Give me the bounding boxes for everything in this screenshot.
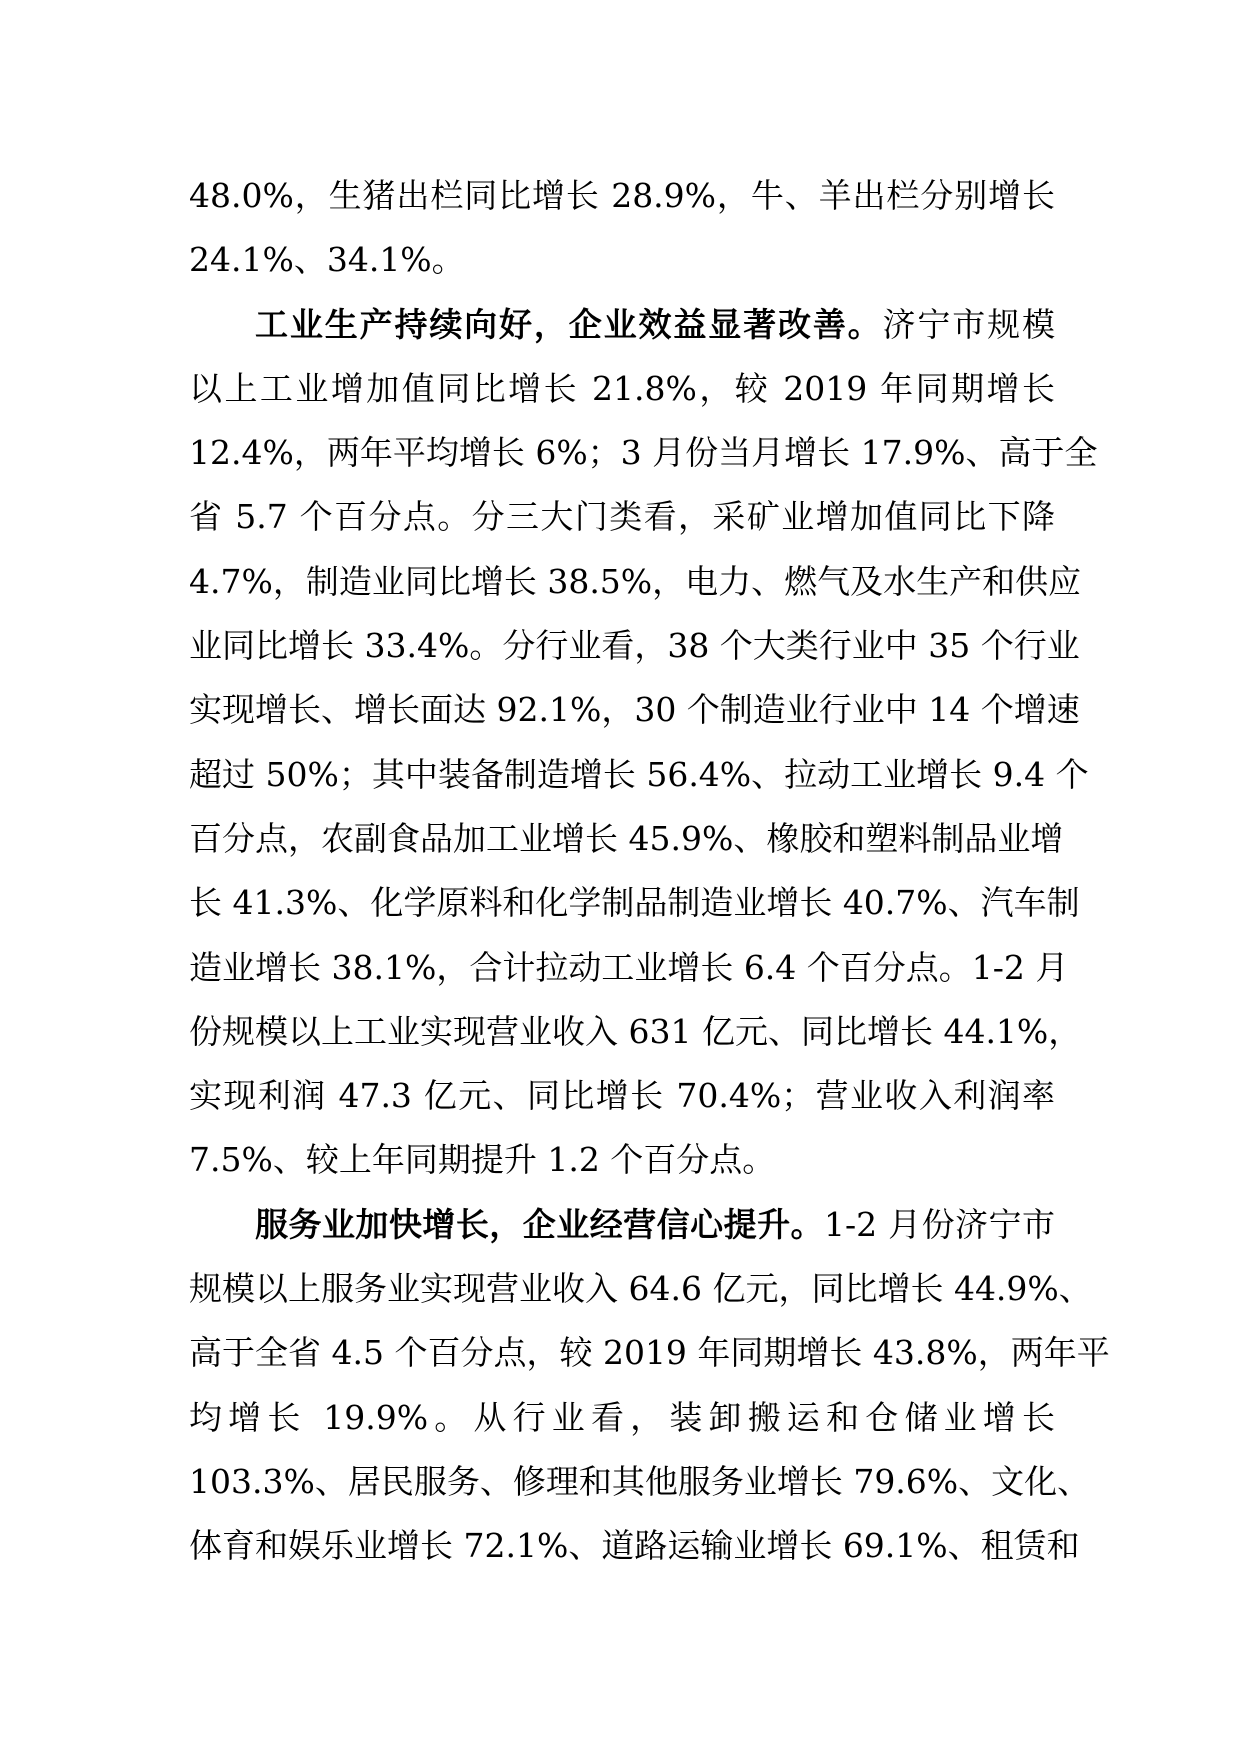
text-line: 百分点，农副食品加工业增长 45.9%、橡胶和塑料制品业增 <box>189 818 1064 858</box>
text-line: 24.1%、34.1%。 <box>189 240 465 280</box>
text-line: 体育和娱乐业增长 72.1%、道路运输业增长 69.1%、租赁和 <box>189 1526 1080 1566</box>
text-line: 均增长 19.9%。从行业看，装卸搬运和仓储业增长 <box>189 1397 1055 1437</box>
text-line: 高于全省 4.5 个百分点，较 2019 年同期增长 43.8%，两年平 <box>189 1333 1110 1373</box>
text-line <box>189 293 1055 357</box>
text-line: 份规模以上工业实现营业收入 631 亿元、同比增长 44.1%， <box>189 1011 1082 1051</box>
text-line: 7.5%、较上年同期提升 1.2 个百分点。 <box>189 1140 776 1180</box>
paragraph-industry <box>189 293 1098 1193</box>
text-line: 12.4%，两年平均增长 6%；3 月份当月增长 17.9%、高于全 <box>189 433 1098 473</box>
document-page <box>189 164 1110 1579</box>
text-line: 以上工业增加值同比增长 21.8%，较 2019 年同期增长 <box>189 368 1055 408</box>
text-fragment: 济宁市规模 <box>882 304 1056 344</box>
text-line: 省 5.7 个百分点。分三大门类看，采矿业增加值同比下降 <box>189 497 1055 537</box>
text-line: 规模以上服务业实现营业收入 64.6 亿元，同比增长 44.9%、 <box>189 1269 1092 1309</box>
text-line: 实现增长、增长面达 92.1%，30 个制造业行业中 14 个增速 <box>189 690 1080 730</box>
text-line: 103.3%、居民服务、修理和其他服务业增长 79.6%、文化、 <box>189 1461 1091 1501</box>
text-line: 业同比增长 33.4%。分行业看，38 个大类行业中 35 个行业 <box>189 626 1080 666</box>
paragraph-livestock <box>189 164 1055 293</box>
text-line: 长 41.3%、化学原料和化学制品制造业增长 40.7%、汽车制 <box>189 883 1080 923</box>
text-line: 48.0%，生猪出栏同比增长 28.9%，牛、羊出栏分别增长 <box>189 176 1055 215</box>
text-line: 4.7%，制造业同比增长 38.5%，电力、燃气及水生产和供应 <box>189 561 1082 601</box>
paragraph-heading: 服务业加快增长，企业经营信心提升。 <box>255 1204 825 1244</box>
text-line: 实现利润 47.3 亿元、同比增长 70.4%；营业收入利润率 <box>189 1076 1055 1116</box>
paragraph-heading: 工业生产持续向好，企业效益显著改善。 <box>255 304 883 344</box>
text-line: 造业增长 38.1%，合计拉动工业增长 6.4 个百分点。1-2 月 <box>189 947 1069 987</box>
text-line <box>189 1193 1055 1257</box>
paragraph-services <box>189 1193 1110 1579</box>
text-line: 超过 50%；其中装备制造增长 56.4%、拉动工业增长 9.4 个 <box>189 754 1089 794</box>
text-fragment: 1-2 月份济宁市 <box>824 1204 1056 1244</box>
